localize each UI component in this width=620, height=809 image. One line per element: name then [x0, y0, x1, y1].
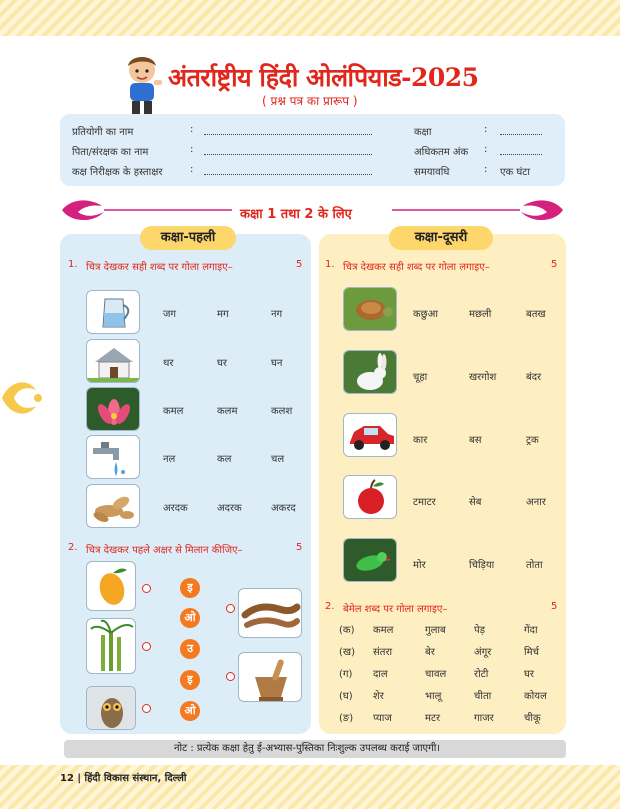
apple-icon	[343, 475, 397, 519]
class1-heading: कक्षा-पहली	[140, 226, 236, 250]
mortar-icon	[238, 652, 302, 702]
option-word[interactable]: चल	[271, 454, 285, 465]
option-word[interactable]: गेंदा	[524, 625, 538, 636]
option-word[interactable]: घर	[524, 669, 534, 680]
option-word[interactable]: चीकू	[524, 713, 541, 724]
letter-badge[interactable]: इ	[180, 670, 200, 690]
class-fill-line[interactable]	[500, 125, 542, 135]
info-label-class: कक्षा	[414, 127, 432, 138]
row-label: (ख)	[339, 647, 355, 658]
option-word[interactable]: कमल	[373, 625, 394, 636]
row-label: (क)	[339, 625, 355, 636]
top-stripe-border	[0, 0, 620, 36]
option-word[interactable]: कल	[217, 454, 232, 465]
letter-badge[interactable]: ओ	[180, 701, 200, 721]
match-dot[interactable]	[142, 584, 151, 593]
option-word[interactable]: कलश	[271, 406, 293, 417]
class2-q2-text: बेमेल शब्द पर गोला लगाइए–	[343, 604, 448, 615]
option-word[interactable]: घन	[271, 358, 283, 369]
question-number: 2.	[68, 542, 78, 553]
house-icon	[86, 339, 140, 383]
candidate-info-box	[60, 114, 565, 186]
rabbit-icon	[343, 350, 397, 394]
sugarcane-icon	[86, 618, 136, 674]
page-title: अंतर्राष्ट्रीय हिंदी ओलंपियाड-2025	[168, 63, 479, 92]
jug-icon	[86, 290, 140, 334]
parent-fill-line[interactable]	[204, 145, 372, 155]
option-word[interactable]: सेब	[469, 497, 482, 508]
option-word[interactable]: रोटी	[474, 669, 489, 680]
note-text: नोट : प्रत्येक कक्षा हेतु ई-अभ्यास-पुस्तिका निःशुल्क उपलब्ध कराई जाएगी।	[174, 743, 441, 754]
note-bar	[64, 740, 566, 758]
section-banner-title: कक्षा 1 तथा 2 के लिए	[240, 207, 352, 222]
question-number: 1.	[68, 259, 78, 270]
question-number: 2.	[325, 601, 335, 612]
option-word[interactable]: घर	[217, 358, 227, 369]
option-word[interactable]: नग	[271, 309, 283, 320]
question-number: 1.	[325, 259, 335, 270]
option-word[interactable]: बस	[469, 435, 482, 446]
parrot-icon	[343, 538, 397, 582]
option-word[interactable]: पेड़	[474, 625, 486, 636]
class1-q2-text: चित्र देखकर पहले अक्षर से मिलान कीजिए–	[86, 545, 243, 556]
info-label-parent: पिता/संरक्षक का नाम	[72, 147, 149, 158]
info-label-duration: समयावधि	[414, 167, 450, 178]
option-word[interactable]: मग	[217, 309, 229, 320]
page-subtitle: ( प्रश्न पत्र का प्रारूप )	[262, 94, 358, 108]
letter-badge[interactable]: ओ	[180, 608, 200, 628]
match-dot[interactable]	[142, 704, 151, 713]
floral-ornament-icon	[0, 372, 46, 424]
match-dot[interactable]	[226, 672, 235, 681]
option-word[interactable]: मटर	[425, 713, 441, 724]
invigilator-fill-line[interactable]	[204, 165, 372, 175]
info-sep: :	[484, 124, 488, 135]
tamarind-icon	[238, 588, 302, 638]
class2-q1-text: चित्र देखकर सही शब्द पर गोला लगाइए–	[343, 262, 490, 273]
option-word[interactable]: अकरद	[271, 503, 296, 514]
info-label-name: प्रतियोगी का नाम	[72, 127, 134, 138]
car-icon	[343, 413, 397, 457]
lotus-icon	[86, 387, 140, 431]
option-word[interactable]: ट्रक	[526, 435, 539, 446]
option-word[interactable]: अरदक	[163, 503, 188, 514]
option-word[interactable]: बतख	[526, 309, 546, 320]
option-word[interactable]: चावल	[425, 669, 447, 680]
option-word[interactable]: संतरा	[373, 647, 393, 658]
info-label-max-marks: अधिकतम अंक	[414, 147, 469, 158]
option-word[interactable]: चूहा	[413, 372, 428, 383]
option-word[interactable]: कमल	[163, 406, 184, 417]
match-dot[interactable]	[142, 642, 151, 651]
option-word[interactable]: जग	[163, 309, 177, 320]
info-sep: :	[190, 144, 194, 155]
option-word[interactable]: गुलाब	[425, 625, 446, 636]
mango-icon	[86, 561, 136, 611]
marks-fill-line[interactable]	[500, 145, 542, 155]
option-word[interactable]: अदरक	[217, 503, 242, 514]
option-word[interactable]: चीता	[474, 691, 492, 702]
info-sep: :	[190, 124, 194, 135]
option-word[interactable]: गाजर	[474, 713, 494, 724]
option-word[interactable]: कछुआ	[413, 309, 438, 320]
option-word[interactable]: नल	[163, 454, 176, 465]
class1-q1-text: चित्र देखकर सही शब्द पर गोला लगाइए–	[86, 262, 233, 273]
letter-badge[interactable]: उ	[180, 639, 200, 659]
option-word[interactable]: कलम	[217, 406, 238, 417]
duration-value: एक घंटा	[500, 167, 530, 178]
info-sep: :	[484, 164, 488, 175]
option-word[interactable]: मछली	[469, 309, 492, 320]
boy-mascot-icon	[120, 54, 166, 116]
match-dot[interactable]	[226, 604, 235, 613]
option-word[interactable]: मिर्च	[524, 647, 539, 658]
info-sep: :	[190, 164, 194, 175]
option-word[interactable]: अंगूर	[474, 647, 492, 658]
row-label: (घ)	[339, 691, 353, 702]
option-word[interactable]: कार	[413, 435, 428, 446]
tap-icon	[86, 435, 140, 479]
option-word[interactable]: टमाटर	[413, 497, 436, 508]
row-label: (ङ)	[339, 713, 354, 724]
class2-q2-marks: 5	[551, 601, 558, 612]
option-word[interactable]: बेर	[425, 647, 435, 658]
page-footer: 12 | हिंदी विकास संस्थान, दिल्ली	[60, 773, 187, 784]
ginger-icon	[86, 484, 140, 528]
turtle-icon	[343, 287, 397, 331]
option-word[interactable]: मोर	[413, 560, 426, 571]
option-word[interactable]: अनार	[526, 497, 546, 508]
option-word[interactable]: शेर	[373, 691, 384, 702]
name-fill-line[interactable]	[204, 125, 372, 135]
option-word[interactable]: चिड़िया	[469, 560, 495, 571]
option-word[interactable]: दाल	[373, 669, 388, 680]
option-word[interactable]: बंदर	[526, 372, 542, 383]
class1-q1-marks: 5	[296, 259, 303, 270]
option-word[interactable]: कोयल	[524, 691, 547, 702]
owl-icon	[86, 686, 136, 730]
option-word[interactable]: थर	[163, 358, 174, 369]
option-word[interactable]: भालू	[425, 691, 442, 702]
class1-q2-marks: 5	[296, 542, 303, 553]
option-word[interactable]: तोता	[526, 560, 543, 571]
option-word[interactable]: प्याज	[373, 713, 392, 724]
class2-heading: कक्षा-दूसरी	[389, 226, 493, 250]
class2-q1-marks: 5	[551, 259, 558, 270]
row-label: (ग)	[339, 669, 353, 680]
option-word[interactable]: खरगोश	[469, 372, 497, 383]
letter-badge[interactable]: इ	[180, 578, 200, 598]
info-sep: :	[484, 144, 488, 155]
info-label-invigilator: कक्ष निरीक्षक के हस्ताक्षर	[72, 167, 163, 178]
